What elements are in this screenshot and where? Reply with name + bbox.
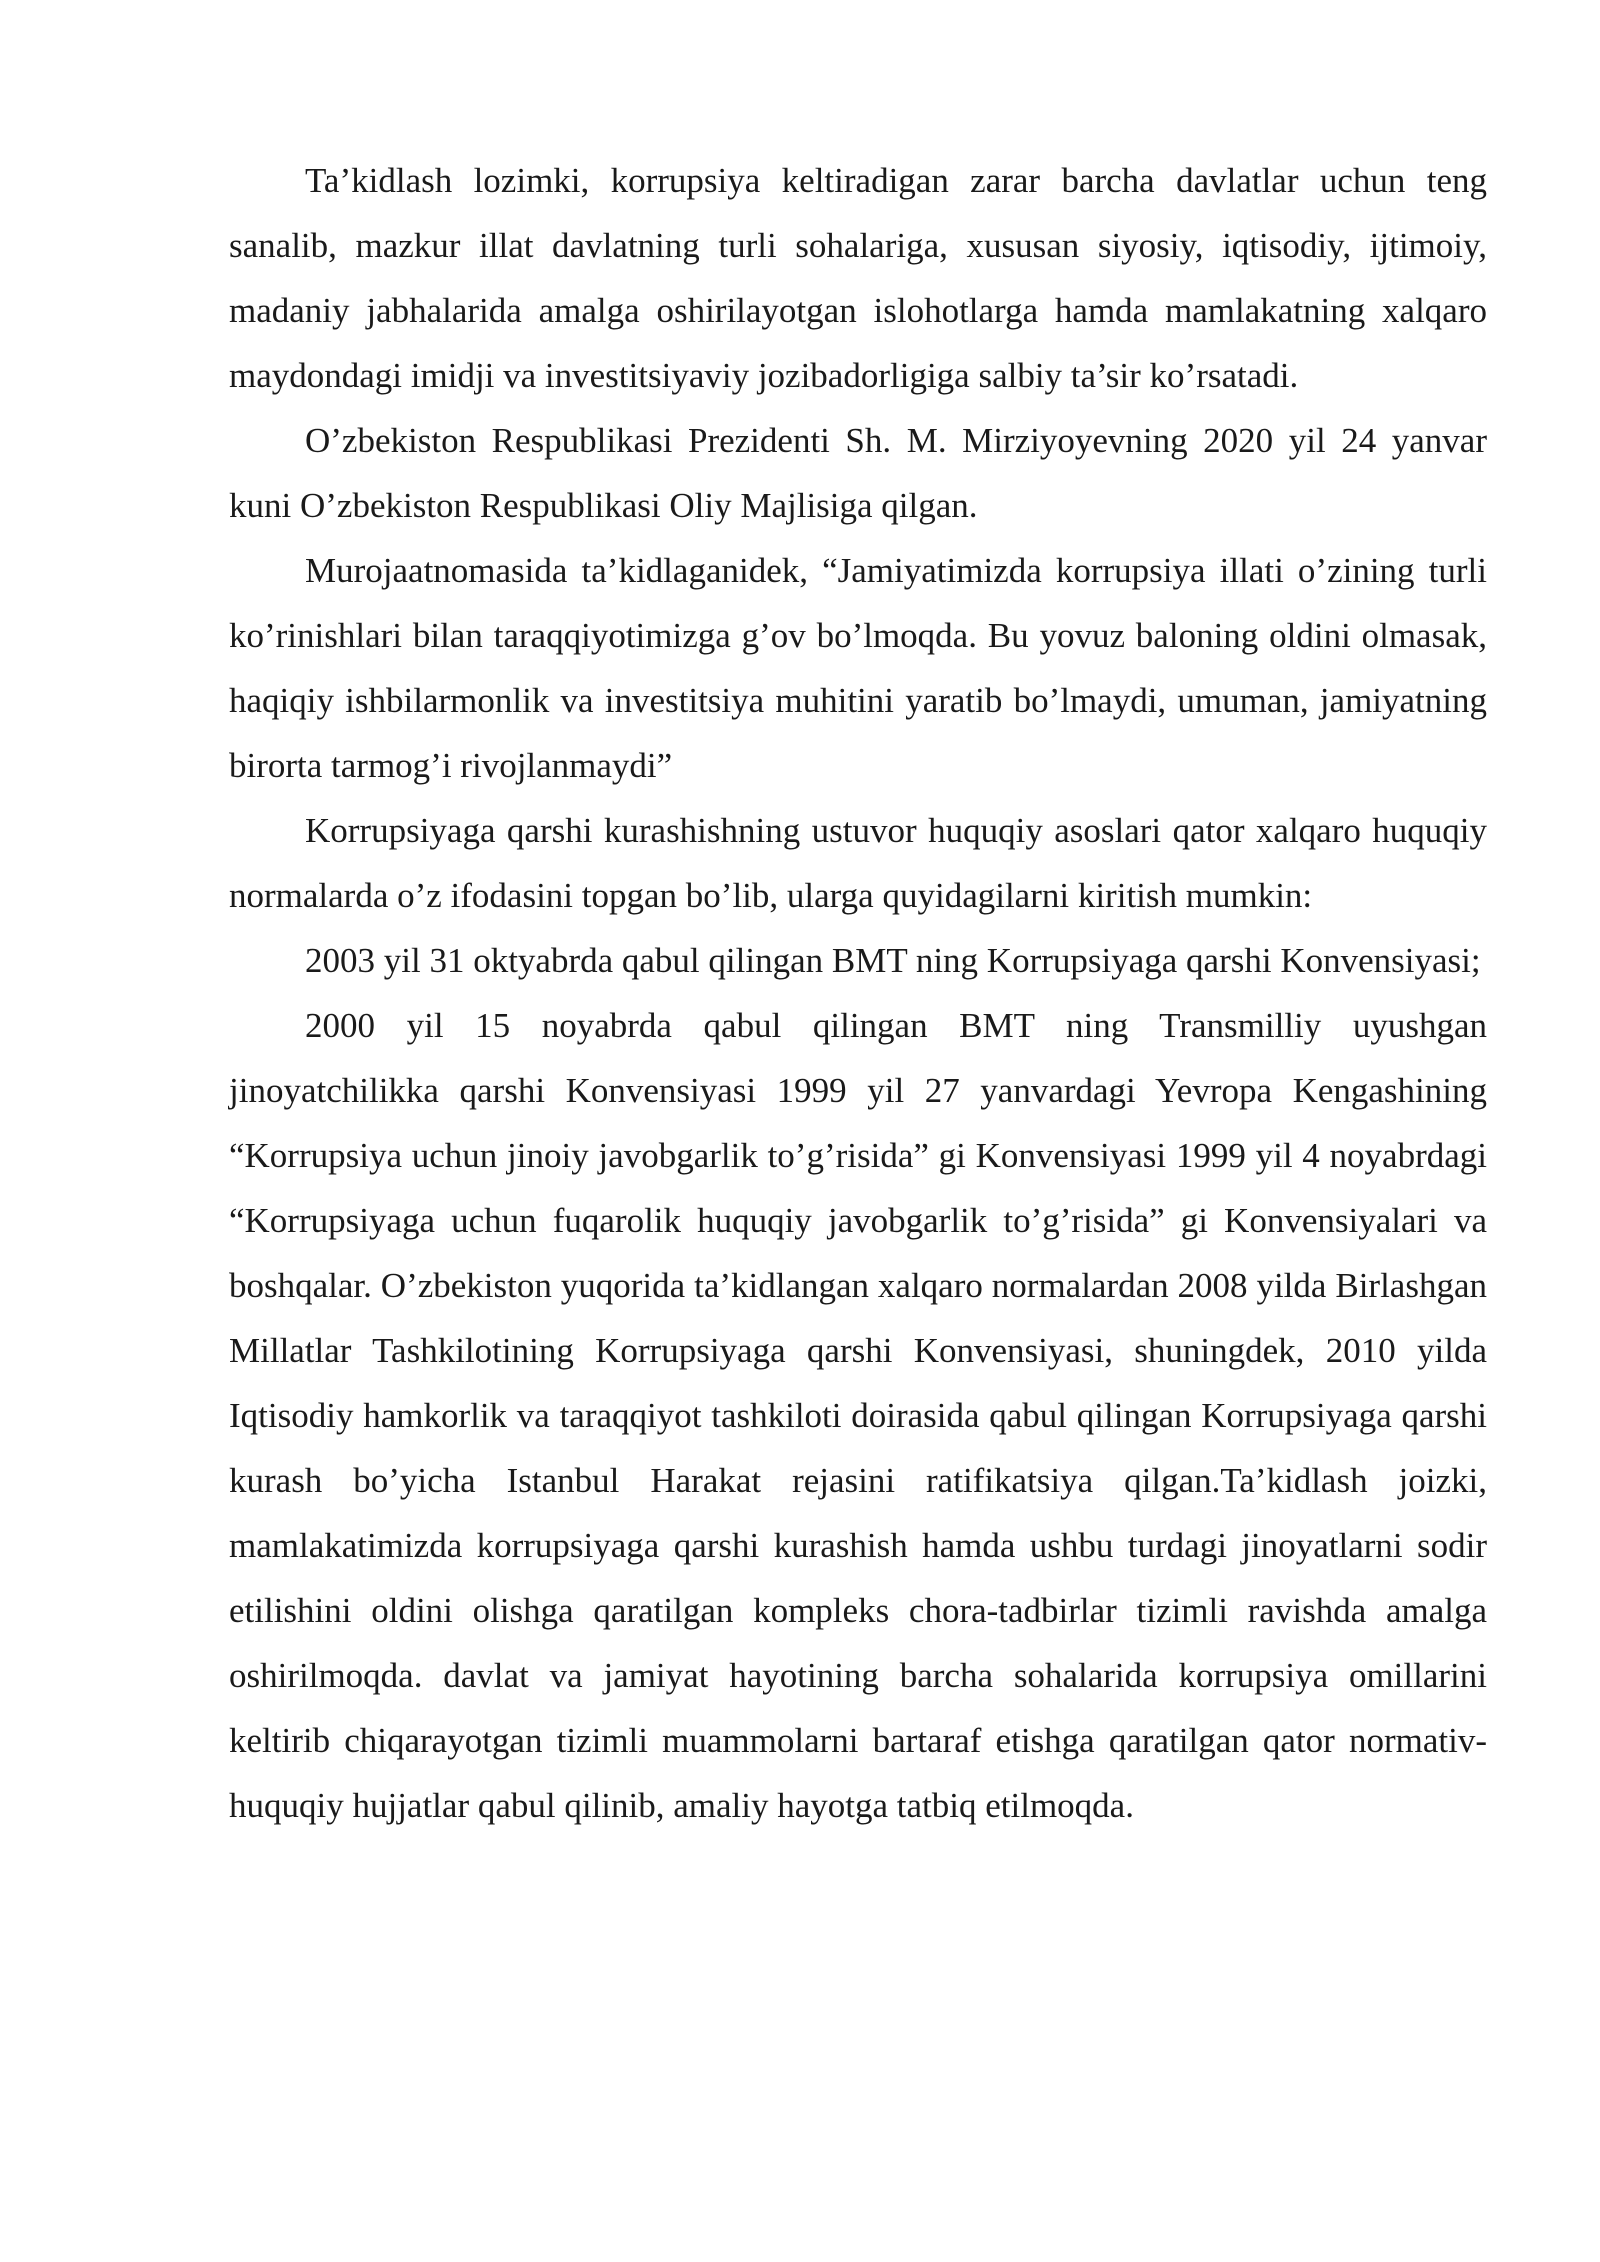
- paragraph-corruption-harm: Ta’kidlash lozimki, korrupsiya keltiradigan zarar barcha davlatlar uchun teng sanalib, mazkur illat davlatning turli sohalariga, xususan siyosiy, iqtisodiy, ijtimoiy, madaniy jabhalarida amalga oshirilayotgan islohotlarga hamda mamlakatning xalqaro maydondagi imidji va investitsiyaviy jozibadorligiga salbiy ta’sir ko’rsatadi.: [229, 161, 1487, 395]
- paragraph-address-quote: Murojaatnomasida ta’kidlaganidek, “Jamiyatimizda korrupsiya illati o’zining turli ko’rinishlari bilan taraqqiyotimizga g’ov bo’lmoqda. Bu yovuz baloning oldini olmasak, haqiqiy ishbilarmonlik va investitsiya muhitini yaratib bo’lmaydi, umuman, jamiyatning birorta tarmog’i rivojlanmaydi”: [229, 551, 1487, 785]
- document-page: [229, 148, 1487, 1838]
- paragraph-conventions-ratification: 2000 yil 15 noyabrda qabul qilingan BMT ning Transmilliy uyushgan jinoyatchilikka qarshi Konvensiyasi 1999 yil 27 yanvardagi Yevropa Kengashining “Korrupsiya uchun jinoiy javobgarlik to’g’risida” gi Konvensiyasi 1999 yil 4 noyabrdagi “Korrupsiyaga uchun fuqarolik huquqiy javobgarlik to’g’risida” gi Konvensiyalari va boshqalar. O’zbekiston yuqorida ta’kidlangan xalqaro normalardan 2008 yilda Birlashgan Millatlar Tashkilotining Korrupsiyaga qarshi Konvensiyasi, shuningdek, 2010 yilda Iqtisodiy hamkorlik va taraqqiyot tashkiloti doirasida qabul qilingan Korrupsiyaga qarshi kurash bo’yicha Istanbul Harakat rejasini ratifikatsiya qilgan.Ta’kidlash joizki, mamlakatimizda korrupsiyaga qarshi kurashish hamda ushbu turdagi jinoyatlarni sodir etilishini oldini olishga qaratilgan kompleks chora-tadbirlar tizimli ravishda amalga oshirilmoqda. davlat va jamiyat hayotining barcha sohalarida korrupsiya omillarini keltirib chiqarayotgan tizimli muammolarni bartaraf etishga qaratilgan qator normativ-huquqiy hujjatlar qabul qilinib, amaliy hayotga tatbiq etilmoqda.: [229, 1006, 1487, 1825]
- paragraph-legal-bases-intro: Korrupsiyaga qarshi kurashishning ustuvor huquqiy asoslari qator xalqaro huquqiy normalarda o’z ifodasini topgan bo’lib, ularga quyidagilarni kiritish mumkin:: [229, 811, 1487, 915]
- paragraph-president-address: O’zbekiston Respublikasi Prezidenti Sh. M. Mirziyoyevning 2020 yil 24 yanvar kuni O’zbekiston Respublikasi Oliy Majlisiga qilgan.: [229, 421, 1487, 525]
- paragraph-un-convention-2003: 2003 yil 31 oktyabrda qabul qilingan BMT ning Korrupsiyaga qarshi Konvensiyasi;: [305, 941, 1481, 980]
